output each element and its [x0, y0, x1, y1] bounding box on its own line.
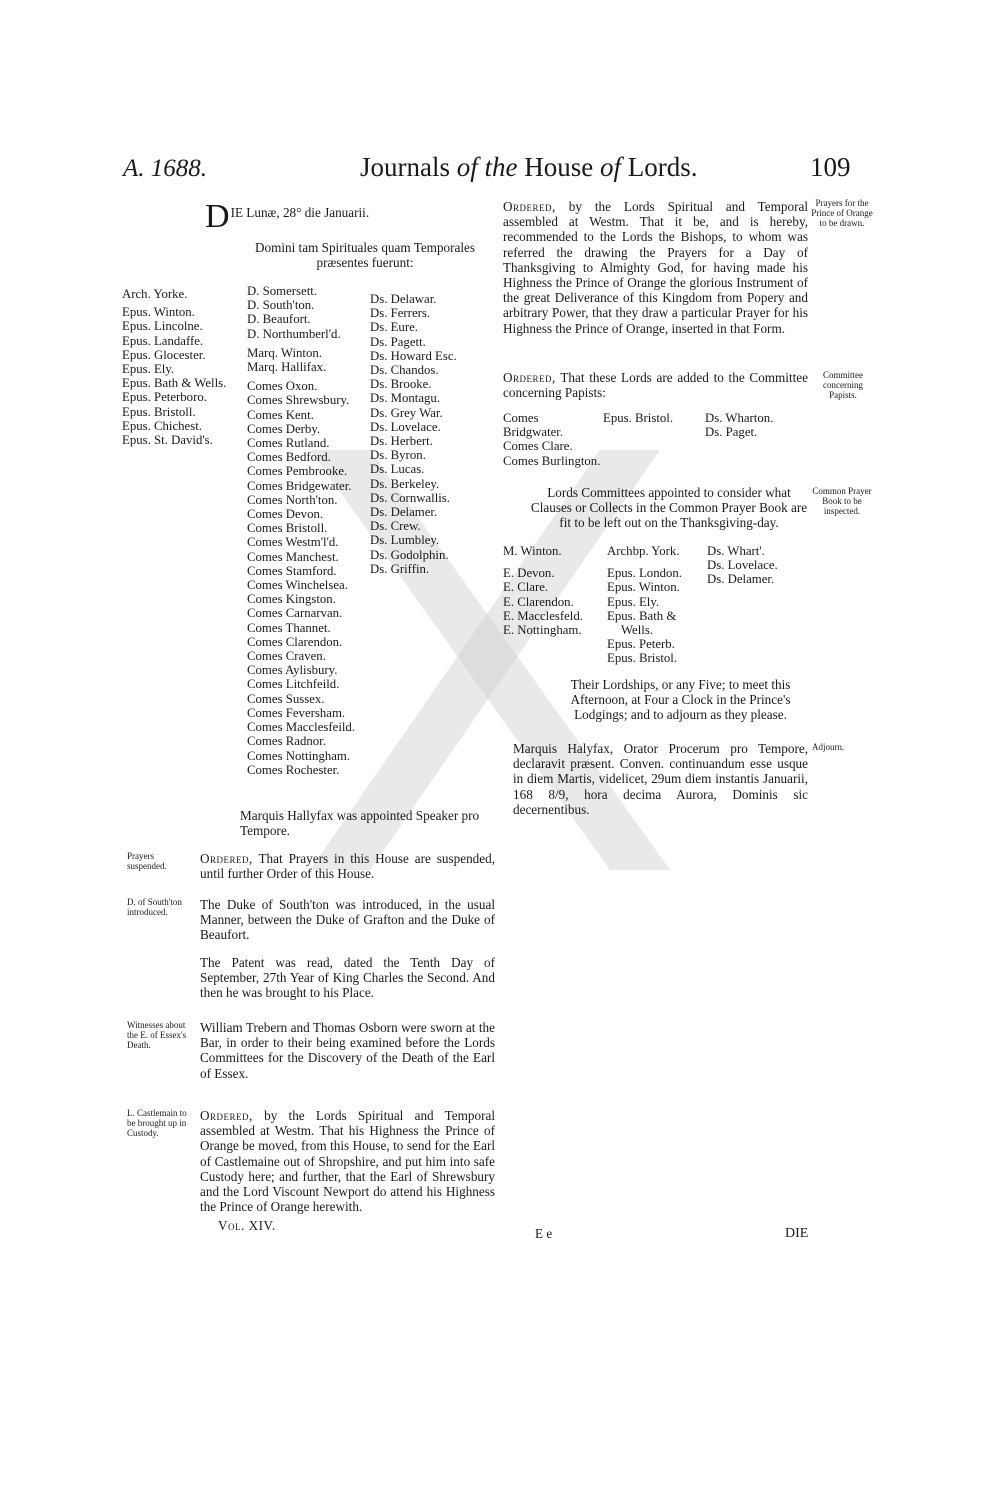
list-item: Comes Stamford.	[247, 563, 337, 578]
list-item: Ds. Whart'.	[707, 544, 765, 558]
committee-col2	[603, 411, 703, 425]
list-item: Epus. Ely.	[122, 362, 175, 377]
list-item: Ds. Herbert.	[370, 434, 433, 449]
domini-line: Domini tam Spirituales quam Temporales præsentes fuerunt:	[254, 240, 476, 271]
list-item: Comes Thannet.	[247, 620, 331, 635]
list-item: Epus. St. David's.	[122, 433, 213, 448]
list-item: Ds. Lovelace.	[370, 419, 441, 434]
list-item: Ds. Howard Esc.	[370, 348, 457, 363]
margin-note-witnesses: Witnesses about the E. of Essex's Death.	[127, 1020, 187, 1050]
list-item: Epus. Bristoll.	[122, 404, 196, 419]
list-item: Comes Nottingham.	[247, 748, 351, 763]
list-item: Ds. Pagett.	[370, 334, 426, 349]
list-item: Comes Shrewsbury.	[247, 393, 350, 408]
common-prayer-col2	[607, 544, 707, 666]
list-item: Comes Feversham.	[247, 705, 346, 720]
header-year: A. 1688.	[123, 155, 208, 182]
list-item: Epus. Lincolne.	[122, 319, 203, 334]
list-item: Ds. Brooke.	[370, 377, 432, 392]
list-item: Wells.	[621, 623, 654, 638]
list-item: Ds. Grey War.	[370, 405, 443, 420]
list-item: Ds. Paget.	[705, 425, 758, 440]
list-item: Epus. Bath &	[607, 608, 677, 623]
list-item: Comes Bridgewater.	[247, 478, 352, 493]
list-item: Ds. Lumbley.	[370, 533, 440, 548]
list-item: Ds. Byron.	[370, 448, 426, 463]
list-item: Comes Litchfeild.	[247, 677, 340, 692]
list-item: D. Somersett.	[247, 284, 318, 298]
list-item: E. Clare.	[503, 580, 549, 595]
list-item: Comes Devon.	[247, 507, 324, 522]
margin-note-prayers-orange: Prayers for the Prince of Orange to be drawn.	[811, 198, 873, 228]
list-item: Marq. Hallifax.	[247, 360, 327, 375]
volume-label: Vol. XIV.	[218, 1218, 276, 1233]
list-item: Archbp. York.	[607, 544, 680, 558]
list-item: Ds. Cornwallis.	[370, 490, 450, 505]
lordships-entry: Their Lordships, or any Five; to meet this Afternoon, at Four a Clock in the Prince's Lodgings; and to adjourn as they please.	[570, 677, 791, 723]
list-item: Epus. Landaffe.	[122, 333, 204, 348]
list-item: Comes Derby.	[247, 421, 321, 436]
common-prayer-col1	[503, 544, 608, 637]
lords-list-col1	[122, 287, 250, 447]
list-item: Ds. Montagu.	[370, 391, 441, 406]
list-item: Comes Burlington.	[503, 453, 601, 468]
list-item: Ds. Godolphin.	[370, 547, 449, 562]
list-item: Epus. Bath & Wells.	[122, 376, 227, 391]
list-item: Comes Pembrooke.	[247, 464, 348, 479]
witnesses-entry: William Trebern and Thomas Osborn were sworn at the Bar, in order to their being examined before the Lords Committees for the Discovery of the Death of the Earl of Essex.	[200, 1020, 495, 1081]
list-item: Comes Bristoll.	[247, 521, 328, 536]
list-item: Comes Sussex.	[247, 691, 325, 706]
list-item: Comes Clare.	[503, 439, 573, 454]
list-item: Comes Rochester.	[247, 762, 340, 777]
list-item: Comes Kent.	[247, 407, 314, 422]
prayers-order: Ordered, by the Lords Spiritual and Temporal assembled at Westm. That it be, and is hereby, recommended to the Lords the Bishops, to whom was referred the drawing the Prayers for a Day of Thanksgiving to Almighty God, for having made his Highness the Prince of Orange the glorious Instrument of the great Deliverance of this Kingdom from Popery and arbitrary Power, that they draw a particular Prayer for his Highness the Prince of Orange, inserted in that Form.	[503, 199, 808, 336]
list-item: Epus. Winton.	[607, 580, 680, 595]
list-item: Comes Carnarvan.	[247, 606, 343, 621]
list-item: Epus. Winton.	[122, 305, 195, 320]
order-prayers: Ordered, That Prayers in this House are suspended, until further Order of this House.	[200, 851, 495, 882]
list-item: Comes Manchest.	[247, 549, 339, 564]
lords-committees-entry: Lords Committees appointed to consider what Clauses or Collects in the Common Prayer Book are fit to be left out on the Thanksgiving-day.	[530, 485, 808, 531]
list-item: M. Winton.	[503, 544, 562, 558]
list-item: Ds. Berkeley.	[370, 476, 440, 491]
list-item: Ds. Ferrers.	[370, 306, 431, 321]
southton-entry: The Duke of South'ton was introduced, in the usual Manner, between the Duke of Grafton and the Duke of Beaufort.	[200, 897, 495, 943]
adjournment-entry: Marquis Halyfax, Orator Procerum pro Tempore, declaravit præsent. Conven. continuandum esse usque in diem Martis, videlicet, 29um diem instantis Januarii, 168 8/9, hora decima Aurora, Dominis sic decernentibus.	[513, 741, 808, 817]
list-item: Comes Winchelsea.	[247, 578, 348, 593]
sitting-date: D IE Lunæ, 28° die Januarii.	[205, 198, 370, 235]
list-item: Ds. Delamer.	[370, 505, 438, 520]
list-item: E. Devon.	[503, 566, 555, 581]
list-item: Ds. Wharton.	[705, 411, 774, 425]
list-item: Ds. Eure.	[370, 320, 418, 335]
list-item: Ds. Delawar.	[370, 292, 437, 306]
list-item: Ds. Delamer.	[707, 572, 775, 587]
common-prayer-col3	[707, 544, 807, 587]
committee-col1	[503, 411, 603, 468]
list-item: Epus. Chichest.	[122, 418, 202, 433]
margin-note-committee: Committee concerning Papists.	[823, 370, 863, 400]
margin-note-castlemain: L. Castlemain to be brought up in Custody.	[127, 1108, 187, 1138]
drop-cap: D	[205, 198, 230, 235]
list-item: Comes Westm'l'd.	[247, 535, 339, 550]
list-item: Ds. Lovelace.	[707, 558, 778, 573]
list-item: Epus. Bristol.	[607, 651, 678, 666]
signature-mark: E e	[535, 1226, 553, 1241]
list-item: D. Beaufort.	[247, 312, 311, 327]
list-item: Epus. Peterb.	[607, 637, 675, 652]
list-item: Comes Clarendon.	[247, 634, 343, 649]
list-item: Arch. Yorke.	[122, 287, 188, 301]
margin-note-common-prayer: Common Prayer Book to be inspected.	[812, 486, 872, 516]
list-item: Comes Craven.	[247, 649, 326, 664]
margin-note-adjourn: Adjourn.	[812, 742, 845, 752]
list-item: Comes Macclesfeild.	[247, 720, 356, 735]
margin-note-southton: D. of South'ton introduced.	[127, 897, 182, 917]
list-item: E. Clarendon.	[503, 594, 574, 609]
margin-note-prayers: Prayers suspended.	[127, 851, 167, 871]
castlemain-order: Ordered, by the Lords Spiritual and Temporal assembled at Westm. That his Highness the Prince of Orange be moved, from this House, to send for the Earl of Castlemaine out of Shropshire, and put him into safe Custody here; and further, that the Earl of Shrewsbury and the Lord Viscount Newport do attend his Highness the Prince of Orange herewith.	[200, 1108, 496, 1215]
page-number: 109	[810, 152, 851, 182]
list-item: Comes Aylisbury.	[247, 663, 338, 678]
list-item: Epus. Ely.	[607, 594, 660, 609]
list-item: Marq. Winton.	[247, 345, 322, 360]
list-item: Comes Bedford.	[247, 450, 331, 465]
list-item: Epus. Peterboro.	[122, 390, 207, 405]
list-item: Comes Rutland.	[247, 436, 330, 451]
committee-order: Ordered, That these Lords are added to the Committee concerning Papists:	[503, 370, 809, 401]
list-item: Comes Bridgwater.	[503, 411, 564, 440]
list-item: Comes Oxon.	[247, 379, 318, 394]
list-item: Epus. Bristol.	[603, 411, 674, 425]
list-item: Comes Radnor.	[247, 734, 326, 749]
list-item: D. South'ton.	[247, 298, 315, 313]
list-item: Comes Kingston.	[247, 592, 336, 607]
list-item: E. Macclesfeld.	[503, 608, 583, 623]
lords-list-col2	[247, 284, 372, 777]
list-item: Epus. London.	[607, 566, 683, 581]
list-item: Ds. Lucas.	[370, 462, 425, 477]
patent-entry: The Patent was read, dated the Tenth Day of September, 27th Year of King Charles the Second. And then he was brought to his Place.	[200, 955, 495, 1001]
lords-list-col3	[370, 292, 495, 576]
committee-col3	[705, 411, 805, 439]
header-title: Journals of the House of Lords.	[360, 152, 698, 182]
list-item: Ds. Crew.	[370, 519, 421, 534]
catchword: DIE	[785, 1226, 809, 1241]
list-item: Comes North'ton.	[247, 492, 338, 507]
list-item: Ds. Griffin.	[370, 561, 430, 576]
list-item: D. Northumberl'd.	[247, 326, 341, 341]
list-item: Epus. Glocester.	[122, 347, 206, 362]
list-item: Ds. Chandos.	[370, 363, 439, 378]
list-item: E. Nottingham.	[503, 623, 582, 638]
speaker-entry: Marquis Hallyfax was appointed Speaker pro Tempore.	[240, 808, 480, 839]
